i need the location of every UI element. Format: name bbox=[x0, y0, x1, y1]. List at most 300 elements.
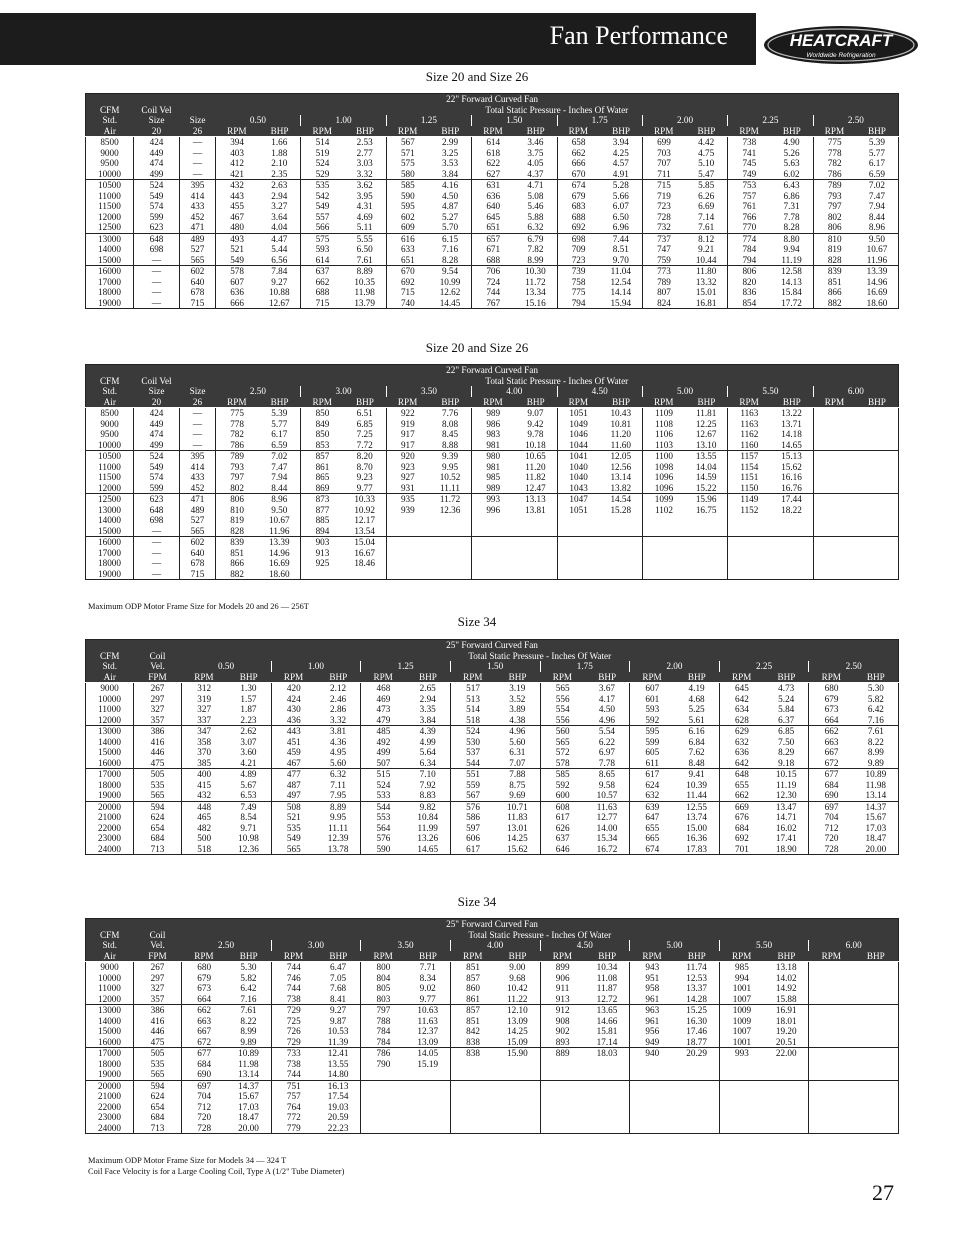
table-cell: 919 bbox=[386, 419, 429, 430]
header-row bbox=[86, 651, 899, 662]
table-cell: 18.60 bbox=[866, 297, 888, 308]
pressure-header: 4.50 bbox=[540, 940, 630, 951]
table-cell: 715 bbox=[642, 180, 685, 191]
table-cell: 894 bbox=[301, 526, 344, 537]
table-cell: 9.42 bbox=[527, 418, 544, 429]
table-cell: 806 bbox=[216, 494, 259, 505]
table-cell: 424 bbox=[271, 694, 316, 705]
table-cell: 471 bbox=[180, 494, 216, 505]
table-cell bbox=[685, 569, 728, 580]
table-cell bbox=[450, 1059, 495, 1070]
table-cell bbox=[856, 408, 899, 419]
page-title: Fan Performance bbox=[549, 21, 728, 50]
table-cell: 678 bbox=[180, 558, 216, 569]
table-cell: 19000 bbox=[98, 1069, 121, 1079]
table-cell: 14.18 bbox=[781, 429, 802, 439]
table-cell: 11.98 bbox=[354, 287, 375, 297]
table-row bbox=[86, 558, 899, 569]
table-cell: 789 bbox=[813, 180, 856, 191]
table-cell: 1103 bbox=[642, 440, 685, 451]
table-cell: 922 bbox=[386, 408, 429, 419]
table-cell: 14.25 bbox=[507, 1026, 528, 1036]
column-header: FPM bbox=[134, 951, 182, 962]
table-row bbox=[86, 1080, 899, 1091]
table-cell: 993 bbox=[472, 494, 515, 505]
table-cell: 5.85 bbox=[685, 180, 728, 191]
table-cell: 17.03 bbox=[865, 822, 887, 833]
table-cell: 713 bbox=[134, 1123, 182, 1134]
table-cell: 12.30 bbox=[775, 790, 797, 800]
rpm-header: RPM bbox=[450, 951, 495, 962]
table-cell: 12000 bbox=[98, 211, 121, 222]
table-cell: 18000 bbox=[98, 1058, 121, 1069]
table-cell bbox=[495, 1080, 540, 1091]
table-cell: 602 bbox=[180, 537, 216, 548]
rpm-header: RPM bbox=[557, 397, 600, 408]
fan-table bbox=[85, 93, 899, 309]
table-cell: 683 bbox=[557, 201, 600, 212]
table-cell: 17.54 bbox=[327, 1091, 349, 1101]
table-cell: 9.54 bbox=[429, 266, 472, 277]
table-cell: 524 bbox=[450, 726, 495, 737]
column-header: 20 bbox=[134, 126, 180, 137]
pressure-header: 3.00 bbox=[301, 386, 386, 397]
table-cell: 9.18 bbox=[778, 757, 795, 768]
table-cell: 499 bbox=[361, 747, 406, 758]
table-cell: 10.71 bbox=[495, 801, 540, 812]
table-cell: 797 bbox=[361, 1005, 406, 1016]
table-cell bbox=[600, 548, 643, 559]
table-cell: 14.37 bbox=[226, 1080, 271, 1091]
table-cell bbox=[728, 537, 771, 548]
table-cell: 565 bbox=[271, 844, 316, 855]
table-cell bbox=[540, 1059, 585, 1070]
table-cell: 499 bbox=[134, 169, 180, 180]
table-cell bbox=[557, 548, 600, 559]
table-cell: 11.20 bbox=[525, 461, 546, 472]
pressure-header: 2.00 bbox=[630, 661, 720, 672]
table-cell: 559 bbox=[450, 780, 495, 791]
fan-label: 22" Forward Curved Fan bbox=[86, 365, 899, 376]
table-cell bbox=[764, 1080, 809, 1091]
table-cell: 530 bbox=[450, 737, 495, 748]
table-cell: 673 bbox=[809, 704, 854, 715]
table-cell: 645 bbox=[472, 212, 515, 223]
table-cell: 8.48 bbox=[688, 757, 705, 768]
table-cell bbox=[809, 973, 854, 984]
table-cell bbox=[429, 548, 472, 559]
table-row bbox=[86, 801, 899, 812]
table-cell: 3.84 bbox=[441, 168, 459, 179]
table-cell: 13000 bbox=[86, 233, 134, 244]
column-header: CFM bbox=[86, 930, 134, 941]
pressure-header: 1.75 bbox=[540, 661, 630, 672]
table-cell: 3.67 bbox=[598, 683, 615, 693]
table-cell: 706 bbox=[472, 266, 515, 277]
table-cell: 21000 bbox=[98, 812, 121, 822]
table-cell bbox=[719, 1091, 764, 1102]
table-cell: 674 bbox=[557, 180, 600, 191]
table-cell: 18000 bbox=[98, 287, 121, 297]
table-cell: 459 bbox=[271, 747, 316, 758]
pressure-header: 1.00 bbox=[301, 115, 386, 126]
table-cell bbox=[813, 558, 856, 569]
rpm-header: RPM bbox=[642, 126, 685, 137]
table-cell: 449 bbox=[134, 148, 180, 159]
table-cell: 13.10 bbox=[695, 439, 717, 450]
table-cell bbox=[514, 548, 557, 559]
table-cell: 575 bbox=[301, 233, 344, 244]
table-cell: 6.79 bbox=[514, 233, 557, 244]
table-row bbox=[86, 844, 899, 855]
table-cell: 477 bbox=[271, 769, 316, 780]
table-cell: 451 bbox=[271, 737, 316, 748]
table-cell: 663 bbox=[809, 737, 854, 748]
table-cell: 4.42 bbox=[698, 137, 715, 147]
rpm-header: RPM bbox=[361, 951, 406, 962]
table-cell: 5.39 bbox=[868, 137, 885, 147]
pressure-header: 2.50 bbox=[813, 115, 898, 126]
table-cell: 923 bbox=[386, 462, 429, 473]
table-cell: 842 bbox=[450, 1026, 495, 1037]
bhp-header: BHP bbox=[600, 397, 643, 408]
table-cell bbox=[406, 1080, 451, 1091]
table-row bbox=[86, 823, 899, 834]
table-cell: 7.47 bbox=[271, 461, 288, 472]
table-cell: 467 bbox=[216, 212, 259, 223]
table-cell: 13.74 bbox=[686, 812, 707, 822]
table-cell: 981 bbox=[472, 440, 515, 451]
table-cell: 623 bbox=[134, 494, 180, 505]
table-cell: 664 bbox=[182, 994, 227, 1005]
table-cell bbox=[728, 515, 771, 526]
table-cell: 773 bbox=[642, 266, 685, 277]
pressure-header: 2.50 bbox=[182, 940, 272, 951]
table-cell bbox=[854, 1069, 899, 1080]
bhp-header: BHP bbox=[856, 397, 899, 408]
table-cell: 452 bbox=[180, 212, 216, 223]
pressure-header: 4.50 bbox=[557, 386, 642, 397]
table-cell: 518 bbox=[450, 715, 495, 726]
table-cell: 11.98 bbox=[865, 779, 887, 790]
table-cell: 386 bbox=[134, 1005, 182, 1016]
table-cell: 989 bbox=[472, 408, 515, 419]
table-cell: — bbox=[180, 419, 216, 430]
table-cell: 943 bbox=[630, 962, 675, 973]
rpm-header: RPM bbox=[809, 951, 854, 962]
table-cell: 11.60 bbox=[610, 439, 631, 450]
table-cell bbox=[813, 515, 856, 526]
table-cell: 533 bbox=[361, 790, 406, 801]
table-cell: 759 bbox=[642, 255, 685, 266]
table-cell: 595 bbox=[386, 201, 429, 212]
table-cell bbox=[540, 1102, 585, 1113]
table-cell: 17.41 bbox=[775, 833, 797, 843]
table-cell: 497 bbox=[271, 790, 316, 801]
table-cell: 12.55 bbox=[674, 801, 719, 812]
table-cell bbox=[854, 962, 899, 973]
table-cell: 576 bbox=[450, 801, 495, 812]
table-cell: 3.62 bbox=[344, 180, 387, 191]
column-header: Vel. bbox=[134, 940, 182, 951]
table-cell: 482 bbox=[182, 823, 227, 834]
table-cell: 788 bbox=[361, 1016, 406, 1027]
table-cell bbox=[770, 526, 813, 537]
table-cell: 775 bbox=[557, 287, 600, 298]
table-cell: 633 bbox=[386, 244, 429, 255]
table-cell bbox=[854, 1123, 899, 1134]
table-cell bbox=[514, 558, 557, 569]
table-cell: 327 bbox=[134, 704, 182, 715]
table-cell: 665 bbox=[630, 833, 675, 844]
table-cell: 5.88 bbox=[527, 211, 544, 222]
table-cell: 8.22 bbox=[867, 736, 884, 747]
table-cell: 400 bbox=[182, 769, 227, 780]
table-cell: 465 bbox=[182, 812, 227, 823]
table-cell: 642 bbox=[719, 694, 764, 705]
table-cell: 7.68 bbox=[330, 983, 347, 993]
table-cell: 13.01 bbox=[507, 822, 528, 833]
table-cell: 857 bbox=[301, 451, 344, 462]
table-row bbox=[86, 180, 899, 191]
table-cell: 575 bbox=[386, 158, 429, 169]
table-cell: 903 bbox=[301, 537, 344, 548]
table-cell: 637 bbox=[540, 833, 585, 844]
table-cell: 679 bbox=[182, 973, 227, 984]
table-cell bbox=[856, 440, 899, 451]
table-cell: 7.92 bbox=[419, 779, 436, 790]
header-row bbox=[86, 365, 899, 376]
table-cell: 7.61 bbox=[698, 222, 715, 232]
table-cell bbox=[854, 1048, 899, 1059]
table-cell: 819 bbox=[813, 244, 856, 255]
logo-tagline: Worldwide Refrigeration bbox=[806, 52, 876, 59]
table-cell: 698 bbox=[557, 233, 600, 244]
table-cell: 3.64 bbox=[271, 211, 288, 222]
table-cell: 7.07 bbox=[509, 757, 526, 768]
table-cell: 2.94 bbox=[419, 693, 436, 704]
table-cell: 719 bbox=[642, 191, 685, 202]
table-cell: 505 bbox=[134, 1048, 182, 1059]
table-cell: 13.32 bbox=[695, 276, 717, 287]
table-cell: 424 bbox=[134, 137, 180, 148]
table-cell: 12000 bbox=[98, 482, 121, 493]
table-cell: 1043 bbox=[557, 483, 600, 494]
table-cell: 866 bbox=[216, 558, 259, 569]
table-row bbox=[86, 429, 899, 440]
column-header: 20 bbox=[134, 397, 180, 408]
table-cell bbox=[642, 515, 685, 526]
table-cell: 819 bbox=[216, 515, 259, 526]
table-cell: 10.39 bbox=[686, 779, 707, 790]
table-cell: 479 bbox=[361, 715, 406, 726]
header-row bbox=[86, 919, 899, 930]
table-cell: 772 bbox=[271, 1112, 316, 1123]
table-cell: 640 bbox=[472, 201, 515, 212]
table-cell: 11500 bbox=[98, 472, 121, 482]
table-row bbox=[86, 537, 899, 548]
table-cell: 1109 bbox=[642, 408, 685, 419]
table-cell bbox=[809, 1112, 854, 1123]
table-cell bbox=[540, 1123, 585, 1134]
pressure-header: 1.00 bbox=[271, 661, 361, 672]
table-cell: — bbox=[134, 266, 180, 277]
table-cell: 566 bbox=[301, 222, 344, 233]
table-cell: 22000 bbox=[98, 822, 121, 833]
table-cell bbox=[450, 1080, 495, 1091]
table-cell bbox=[429, 537, 472, 548]
table-cell: 778 bbox=[813, 148, 856, 159]
table-cell: 688 bbox=[557, 212, 600, 223]
table-cell: 11.19 bbox=[776, 779, 797, 790]
table-cell: 940 bbox=[630, 1048, 675, 1059]
table-cell bbox=[495, 1069, 540, 1080]
table-cell: 18.47 bbox=[238, 1112, 259, 1122]
table-cell: 4.50 bbox=[441, 190, 459, 201]
table-cell: 20000 bbox=[86, 801, 134, 812]
table-cell: — bbox=[180, 148, 216, 159]
table-cell: 8.34 bbox=[419, 972, 436, 983]
table-row bbox=[86, 962, 899, 973]
table-cell: 8.89 bbox=[316, 801, 361, 812]
pressure-header: 5.00 bbox=[630, 940, 720, 951]
table-cell: 3.46 bbox=[527, 137, 544, 147]
table-cell: 6.22 bbox=[598, 736, 615, 747]
table-cell: 13.78 bbox=[327, 843, 349, 854]
table-cell: 5.70 bbox=[441, 222, 459, 232]
table-cell: 8.88 bbox=[441, 439, 459, 450]
table-cell: 5.46 bbox=[527, 201, 544, 211]
table-cell: 8500 bbox=[100, 408, 119, 418]
table-cell: 3.52 bbox=[509, 693, 526, 704]
table-row bbox=[86, 833, 899, 844]
table-cell: 674 bbox=[630, 844, 675, 855]
table-cell: 861 bbox=[450, 994, 495, 1005]
table-cell: 917 bbox=[386, 429, 429, 440]
table-cell: 14.37 bbox=[854, 801, 899, 812]
bhp-header: BHP bbox=[316, 672, 361, 683]
table-cell: 13.54 bbox=[354, 525, 375, 536]
table-cell: 1009 bbox=[719, 1016, 764, 1027]
table-cell: 10000 bbox=[98, 693, 121, 704]
table-cell: 7.25 bbox=[356, 429, 373, 439]
table-cell: 11.11 bbox=[328, 822, 349, 833]
pressure-label: Total Static Pressure - Inches Of Water bbox=[216, 376, 899, 387]
table-cell: 655 bbox=[719, 780, 764, 791]
table-cell: 751 bbox=[271, 1080, 316, 1091]
table-cell: 1154 bbox=[728, 462, 771, 473]
table-cell bbox=[600, 537, 643, 548]
table-cell: 839 bbox=[813, 266, 856, 277]
table-cell: 23000 bbox=[98, 1112, 121, 1122]
table-cell: 1.66 bbox=[271, 137, 288, 147]
table-cell: 4.16 bbox=[429, 180, 472, 191]
table-cell: 6.02 bbox=[783, 168, 800, 179]
table-cell: 2.63 bbox=[258, 180, 301, 191]
table-cell: 10.84 bbox=[417, 812, 439, 822]
table-cell: 2.23 bbox=[240, 714, 257, 725]
table-cell: 690 bbox=[809, 790, 854, 801]
table-cell bbox=[685, 548, 728, 559]
table-cell: 16.69 bbox=[866, 287, 888, 297]
table-cell: 15.62 bbox=[781, 461, 802, 472]
table-cell: 22.23 bbox=[327, 1122, 349, 1133]
table-row bbox=[86, 148, 899, 159]
table-cell: — bbox=[180, 408, 216, 419]
table-cell: 20.00 bbox=[238, 1122, 259, 1133]
table-row bbox=[86, 747, 899, 758]
table-cell bbox=[719, 1069, 764, 1080]
table-cell: 3.81 bbox=[316, 726, 361, 737]
table-cell: 790 bbox=[361, 1059, 406, 1070]
rpm-header: RPM bbox=[301, 397, 344, 408]
table-cell: 357 bbox=[134, 715, 182, 726]
table-cell: 593 bbox=[301, 244, 344, 255]
table-cell: 793 bbox=[216, 462, 259, 473]
table-cell bbox=[585, 1059, 630, 1070]
table-cell: — bbox=[180, 158, 216, 169]
rpm-header: RPM bbox=[630, 672, 675, 683]
table-cell: 715 bbox=[301, 298, 344, 309]
table-cell: 7.61 bbox=[226, 1005, 271, 1016]
table-cell: 16000 bbox=[86, 266, 134, 277]
table-cell: 8.29 bbox=[778, 747, 795, 757]
table-cell: 14.54 bbox=[600, 494, 643, 505]
table-cell: 10.30 bbox=[514, 266, 557, 277]
table-cell: 9.87 bbox=[330, 1015, 347, 1026]
table-cell: 22000 bbox=[98, 1101, 121, 1112]
table-cell: 433 bbox=[180, 472, 216, 483]
table-cell: 1046 bbox=[557, 429, 600, 440]
table-cell: 15.34 bbox=[596, 833, 618, 843]
column-header: Std. bbox=[86, 940, 134, 951]
table-cell: 16000 bbox=[86, 537, 134, 548]
table-cell: 824 bbox=[642, 298, 685, 309]
table-cell: 449 bbox=[134, 419, 180, 430]
table-cell: 4.38 bbox=[509, 714, 526, 725]
table-cell: 8.70 bbox=[356, 461, 373, 472]
table-cell: 5.25 bbox=[688, 704, 705, 714]
header-row bbox=[86, 115, 899, 126]
table-cell: 597 bbox=[450, 823, 495, 834]
table-cell: 6.51 bbox=[356, 408, 373, 418]
table-row bbox=[86, 683, 899, 694]
table-cell bbox=[809, 1048, 854, 1059]
column-header: CFM bbox=[86, 651, 134, 662]
table-cell: 614 bbox=[301, 255, 344, 266]
table-cell: 15.67 bbox=[238, 1091, 259, 1101]
table-cell: 606 bbox=[450, 833, 495, 844]
table-cell bbox=[585, 1102, 630, 1113]
table-cell bbox=[674, 1123, 719, 1134]
table-cell: 7.61 bbox=[854, 726, 899, 737]
table-cell: 782 bbox=[216, 429, 259, 440]
table-cell: 6.42 bbox=[240, 983, 257, 993]
table-cell: 5.44 bbox=[271, 244, 288, 254]
table-cell: 9.95 bbox=[441, 461, 459, 472]
table-cell bbox=[770, 558, 813, 569]
table-cell: 806 bbox=[728, 266, 771, 277]
table-cell: 629 bbox=[719, 726, 764, 737]
table-cell: 1160 bbox=[728, 440, 771, 451]
table-cell: 1151 bbox=[728, 472, 771, 483]
table-cell: 720 bbox=[182, 1112, 227, 1123]
table-cell: 786 bbox=[813, 169, 856, 180]
table-cell: 985 bbox=[719, 962, 764, 973]
table-cell: 1041 bbox=[557, 451, 600, 462]
table-cell: 882 bbox=[216, 569, 259, 580]
table-cell: 7.88 bbox=[495, 769, 540, 780]
